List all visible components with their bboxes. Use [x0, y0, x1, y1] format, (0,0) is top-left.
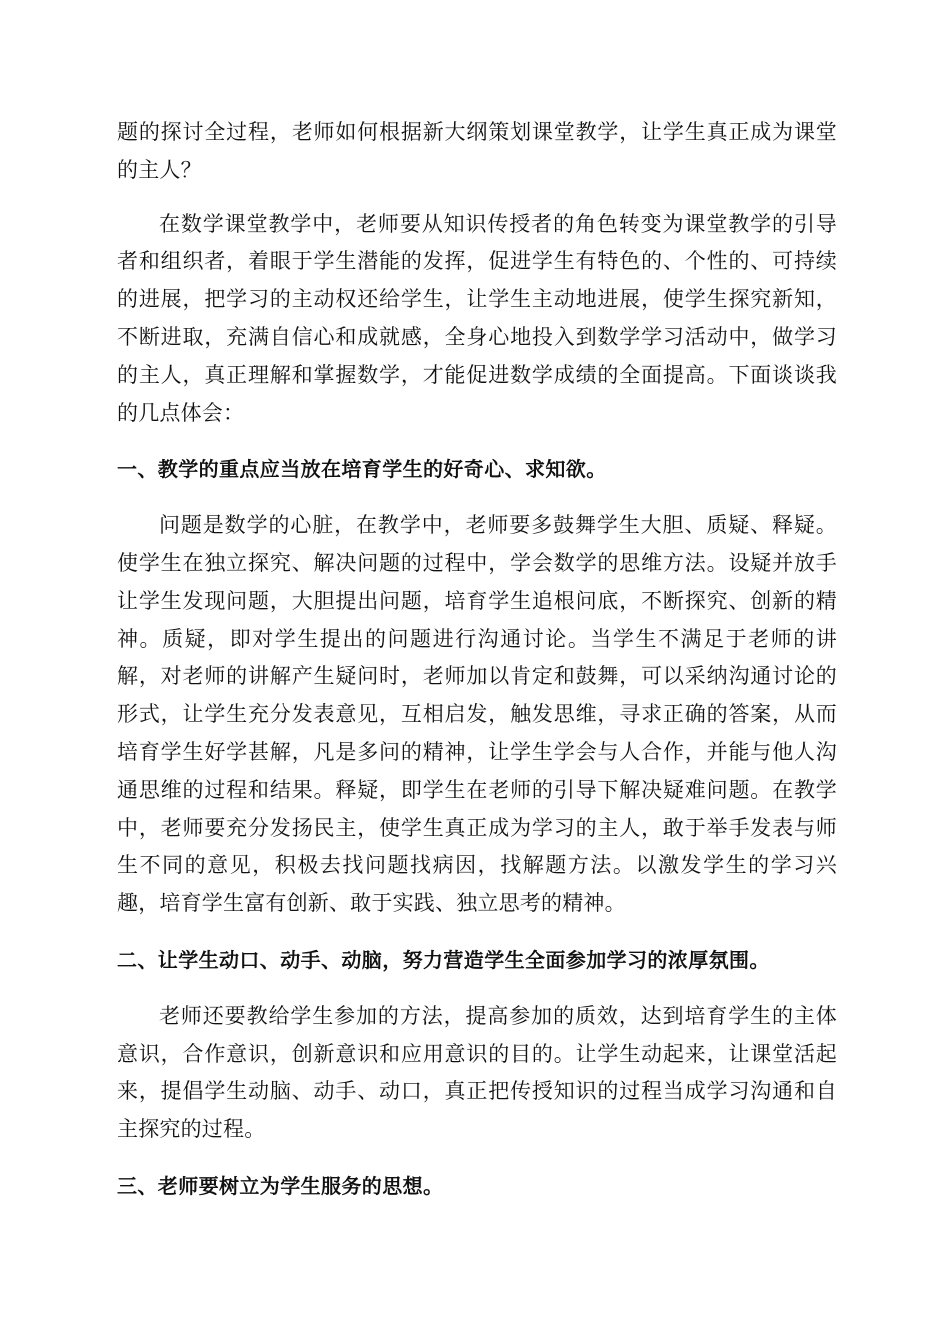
- intro-paragraph: 在数学课堂教学中，老师要从知识传授者的角色转变为课堂教学的引导者和组织者，着眼于学生潜能的发挥，促进学生有特色的、个性的、可持续的进展，把学习的主动权还给学生，让学生主动地进展，使学生探究新知，不断进取，充满自信心和成就感，全身心地投入到数学学习活动中，做学习的主人，真正理解和掌握数学，才能促进数学成绩的全面提高。下面谈谈我的几点体会：: [117, 211, 837, 425]
- document-body: [117, 114, 837, 1206]
- section-body-2: 老师还要教给学生参加的方法，提高参加的质效，达到培育学生的主体意识，合作意识，创新意识和应用意识的目的。让学生动起来，让课堂活起来，提倡学生动脑、动手、动口，真正把传授知识的过程当成学习沟通和自主探究的过程。: [117, 1003, 837, 1142]
- section-body-1: 问题是数学的心脏，在教学中，老师要多鼓舞学生大胆、质疑、释疑。使学生在独立探究、解决问题的过程中，学会数学的思维方法。设疑并放手让学生发现问题，大胆提出问题，培育学生追根问底，不断探究、创新的精神。质疑，即对学生提出的问题进行沟通讨论。当学生不满足于老师的讲解，对老师的讲解产生疑问时，老师加以肯定和鼓舞，可以采纳沟通讨论的形式，让学生充分发表意见，互相启发，触发思维，寻求正确的答案，从而培育学生好学甚解，凡是多问的精神，让学生学会与人合作，并能与他人沟通思维的过程和结果。释疑，即学生在老师的引导下解决疑难问题。在教学中，老师要充分发扬民主，使学生真正成为学习的主人，敢于举手发表与师生不同的意见，积极去找问题找病因，找解题方法。以激发学生的学习兴趣，培育学生富有创新、敢于实践、独立思考的精神。: [117, 513, 837, 916]
- section-heading-2: 二、让学生动口、动手、动脑，努力营造学生全面参加学习的浓厚氛围。: [117, 947, 770, 972]
- section-heading-1: 一、教学的重点应当放在培育学生的好奇心、求知欲。: [117, 457, 607, 482]
- continued-paragraph: 题的探讨全过程，老师如何根据新大纲策划课堂教学，让学生真正成为课堂的主人？: [117, 120, 837, 182]
- section-heading-3: 三、老师要树立为学生服务的思想。: [117, 1173, 444, 1198]
